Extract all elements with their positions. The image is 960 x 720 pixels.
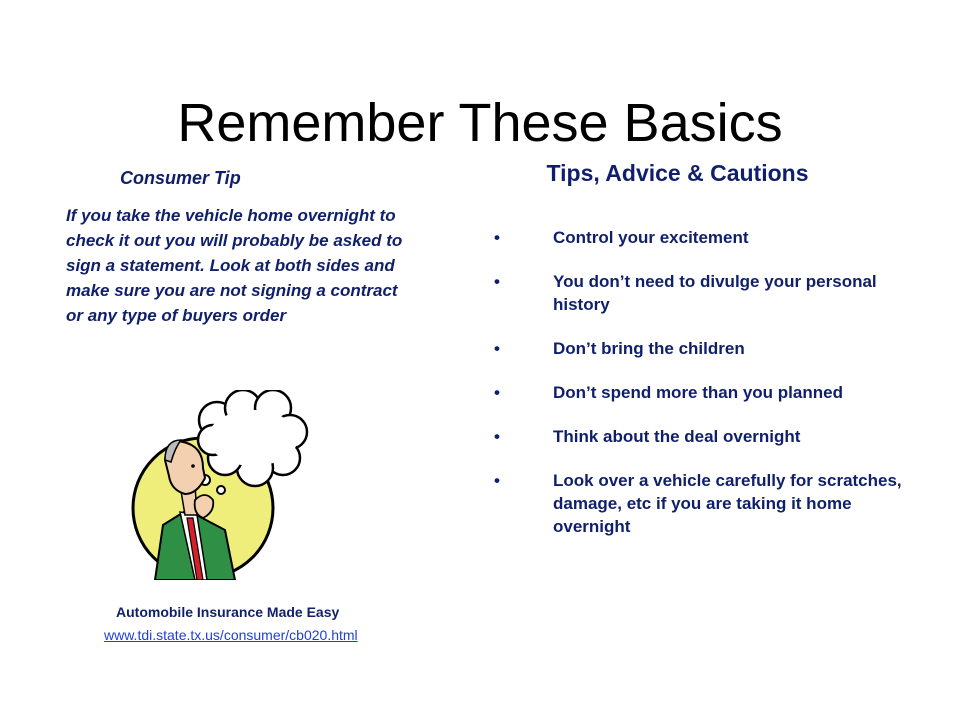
list-item — [494, 270, 914, 316]
list-item — [494, 425, 914, 448]
consumer-tip-heading: Consumer Tip — [120, 168, 241, 188]
bullet-icon: • — [494, 383, 500, 402]
consumer-tip-body: If you take the vehicle home overnight to check it out you will probably be asked to sign a statement. Look at both sides and make sure you are not signing a contract or any type of buyers order — [66, 206, 403, 325]
list-item — [494, 226, 914, 249]
tip-text: Don’t bring the children — [553, 339, 745, 358]
bullet-icon: • — [494, 272, 500, 291]
list-item — [494, 381, 914, 404]
slide-title: Remember These Basics — [177, 93, 783, 154]
source-title: Automobile Insurance Made Easy — [116, 604, 340, 620]
bullet-icon: • — [494, 427, 500, 446]
tips-heading: Tips, Advice & Cautions — [546, 160, 809, 186]
tip-text: Look over a vehicle carefully for scratches, damage, etc if you are taking it home overnight — [553, 471, 902, 536]
list-item — [494, 337, 914, 360]
bullet-icon: • — [494, 228, 500, 247]
list-item — [494, 469, 914, 538]
source-link[interactable]: www.tdi.state.tx.us/consumer/cb020.html — [104, 627, 358, 643]
tip-text: Think about the deal overnight — [553, 427, 801, 446]
tip-text: Control your excitement — [553, 228, 749, 247]
tips-list — [494, 226, 914, 559]
thinking-man-icon — [125, 390, 310, 580]
tip-text: Don’t spend more than you planned — [553, 383, 843, 402]
bullet-icon: • — [494, 339, 500, 358]
tip-text: You don’t need to divulge your personal history — [553, 272, 877, 314]
bullet-icon: • — [494, 471, 500, 490]
